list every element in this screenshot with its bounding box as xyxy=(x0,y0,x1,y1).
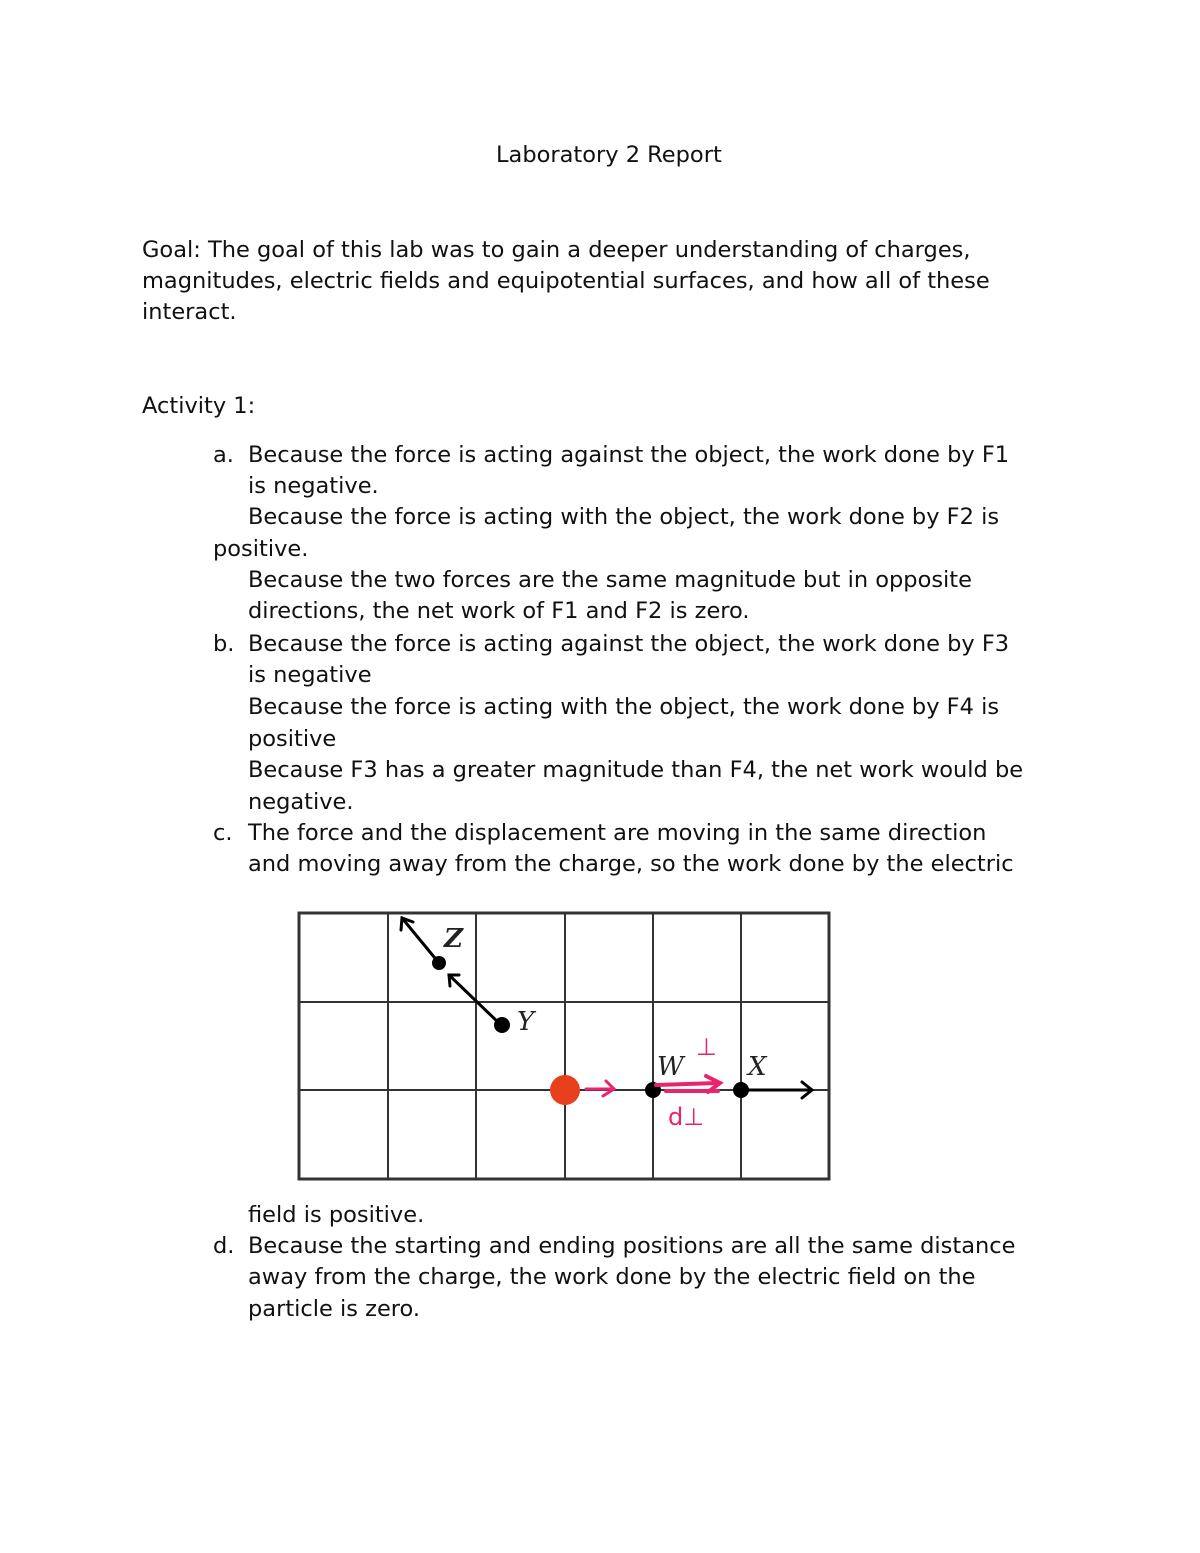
item-c-line: field is positive. xyxy=(248,1202,425,1228)
activity-heading: Activity 1: xyxy=(142,393,256,419)
list-marker-a: a. xyxy=(213,442,234,468)
item-a-line: positive. xyxy=(213,536,309,562)
item-b-line: is negative xyxy=(248,662,372,688)
goal-line: Goal: The goal of this lab was to gain a deeper understanding of charges, xyxy=(142,237,971,263)
item-d-line: away from the charge, the work done by the electric field on the xyxy=(248,1264,976,1290)
item-b-line: positive xyxy=(248,726,337,752)
charge-arrow xyxy=(586,1081,614,1096)
item-a-line: directions, the net work of F1 and F2 is zero. xyxy=(248,598,750,624)
item-a-line: is negative. xyxy=(248,473,379,499)
item-c-line: and moving away from the charge, so the work done by the electric xyxy=(248,851,1014,877)
item-d-line: particle is zero. xyxy=(248,1296,421,1322)
item-a-line: Because the force is acting with the object, the work done by F2 is xyxy=(248,504,1000,530)
item-a-line: Because the two forces are the same magnitude but in opposite xyxy=(248,567,972,593)
goal-line: interact. xyxy=(142,299,237,325)
label-x: X xyxy=(748,1052,767,1082)
item-b-line: Because F3 has a greater magnitude than F4, the net work would be xyxy=(248,757,1024,783)
item-d-line: Because the starting and ending positions are all the same distance xyxy=(248,1233,1016,1259)
list-marker-b: b. xyxy=(213,631,235,657)
page-title: Laboratory 2 Report xyxy=(496,142,722,168)
point-z xyxy=(432,956,446,970)
x-arrow xyxy=(748,1082,812,1098)
electric-field-grid-figure xyxy=(296,895,836,1187)
goal-line: magnitudes, electric fields and equipotential surfaces, and how all of these xyxy=(142,268,990,294)
z-arrow xyxy=(401,918,439,963)
annotation-perp: ⊥ xyxy=(696,1033,717,1061)
item-b-line: Because the force is acting with the object, the work done by F4 is xyxy=(248,694,1000,720)
list-marker-d: d. xyxy=(213,1233,235,1259)
item-a-line: Because the force is acting against the object, the work done by F1 xyxy=(248,442,1010,468)
item-b-line: Because the force is acting against the object, the work done by F3 xyxy=(248,631,1010,657)
label-y: Y xyxy=(517,1007,535,1037)
point-y xyxy=(494,1017,510,1033)
list-marker-c: c. xyxy=(213,820,233,846)
annotation-d-perp: d⊥ xyxy=(668,1103,705,1131)
grid xyxy=(299,913,829,1179)
label-w: W xyxy=(657,1052,684,1082)
item-c-line: The force and the displacement are moving in the same direction xyxy=(248,820,987,846)
label-z: Z xyxy=(444,924,463,954)
source-charge xyxy=(550,1075,580,1105)
item-b-line: negative. xyxy=(248,789,354,815)
